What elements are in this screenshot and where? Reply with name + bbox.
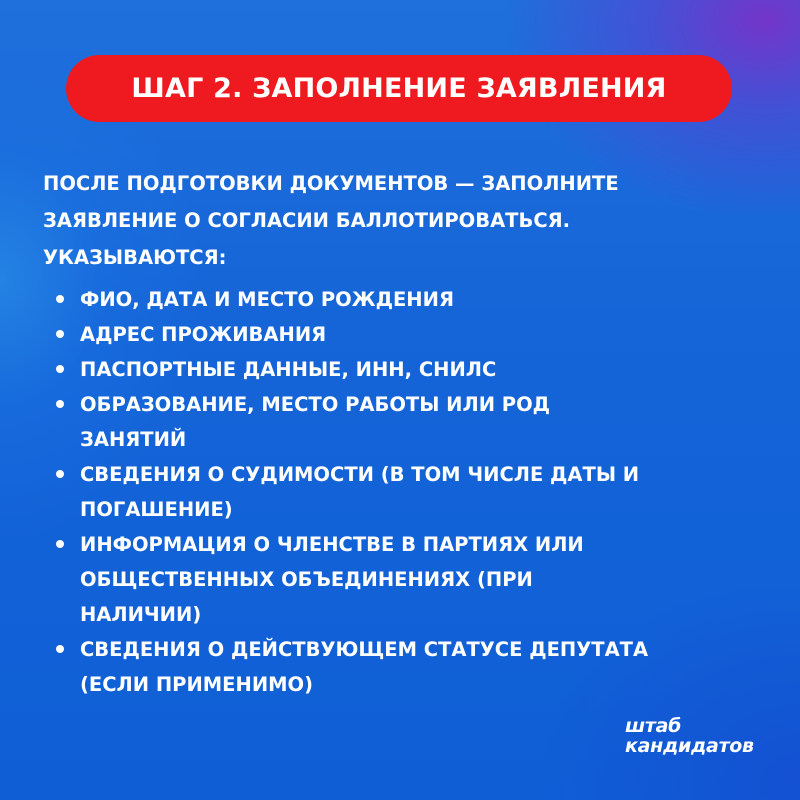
list-item bbox=[54, 632, 764, 702]
list-item-text: ФИО, ДАТА И МЕСТО РОЖДЕНИЯ bbox=[80, 288, 454, 311]
list-item-text: НАЛИЧИИ) bbox=[80, 603, 202, 626]
list-item-text: СВЕДЕНИЯ О СУДИМОСТИ (В ТОМ ЧИСЛЕ ДАТЫ И bbox=[80, 463, 640, 486]
bullet-icon bbox=[56, 400, 64, 408]
list-item-text: (ЕСЛИ ПРИМЕНИМО) bbox=[80, 673, 314, 696]
bullet-icon bbox=[56, 645, 64, 653]
logo-line: кандидатов bbox=[625, 735, 754, 757]
intro-line: ПОСЛЕ ПОДГОТОВКИ ДОКУМЕНТОВ — ЗАПОЛНИТЕ bbox=[43, 172, 619, 195]
bullet-icon bbox=[56, 540, 64, 548]
list-item bbox=[54, 282, 764, 317]
list-item-text: ОБЩЕСТВЕННЫХ ОБЪЕДИНЕНИЯХ (ПРИ bbox=[80, 568, 533, 591]
intro-line: УКАЗЫВАЮТСЯ: bbox=[43, 246, 227, 269]
intro-paragraph bbox=[43, 165, 743, 276]
list-item bbox=[54, 387, 764, 457]
bullet-icon bbox=[56, 330, 64, 338]
intro-line: ЗАЯВЛЕНИЕ О СОГЛАСИИ БАЛЛОТИРОВАТЬСЯ. bbox=[43, 209, 571, 232]
page-title: ШАГ 2. ЗАПОЛНЕНИЕ ЗАЯВЛЕНИЯ bbox=[131, 73, 667, 104]
list-item-text: ИНФОРМАЦИЯ О ЧЛЕНСТВЕ В ПАРТИЯХ ИЛИ bbox=[80, 533, 584, 556]
list-item-text: ПОГАШЕНИЕ) bbox=[80, 498, 233, 521]
list-item bbox=[54, 317, 764, 352]
list-item-text: ПАСПОРТНЫЕ ДАННЫЕ, ИНН, СНИЛС bbox=[80, 358, 497, 381]
requirements-list bbox=[54, 282, 764, 702]
list-item-text: СВЕДЕНИЯ О ДЕЙСТВУЮЩЕМ СТАТУСЕ ДЕПУТАТА bbox=[80, 638, 649, 661]
title-banner bbox=[66, 55, 732, 122]
bullet-icon bbox=[56, 365, 64, 373]
logo-line: штаб bbox=[625, 715, 682, 737]
list-item-text: ОБРАЗОВАНИЕ, МЕСТО РАБОТЫ ИЛИ РОД bbox=[80, 393, 551, 416]
bullet-icon bbox=[56, 470, 64, 478]
list-item bbox=[54, 352, 764, 387]
list-item bbox=[54, 527, 764, 632]
list-item bbox=[54, 457, 764, 527]
list-item-text: АДРЕС ПРОЖИВАНИЯ bbox=[80, 323, 327, 346]
brand-logo bbox=[625, 716, 754, 756]
bullet-icon bbox=[56, 295, 64, 303]
list-item-text: ЗАНЯТИЙ bbox=[80, 428, 187, 451]
